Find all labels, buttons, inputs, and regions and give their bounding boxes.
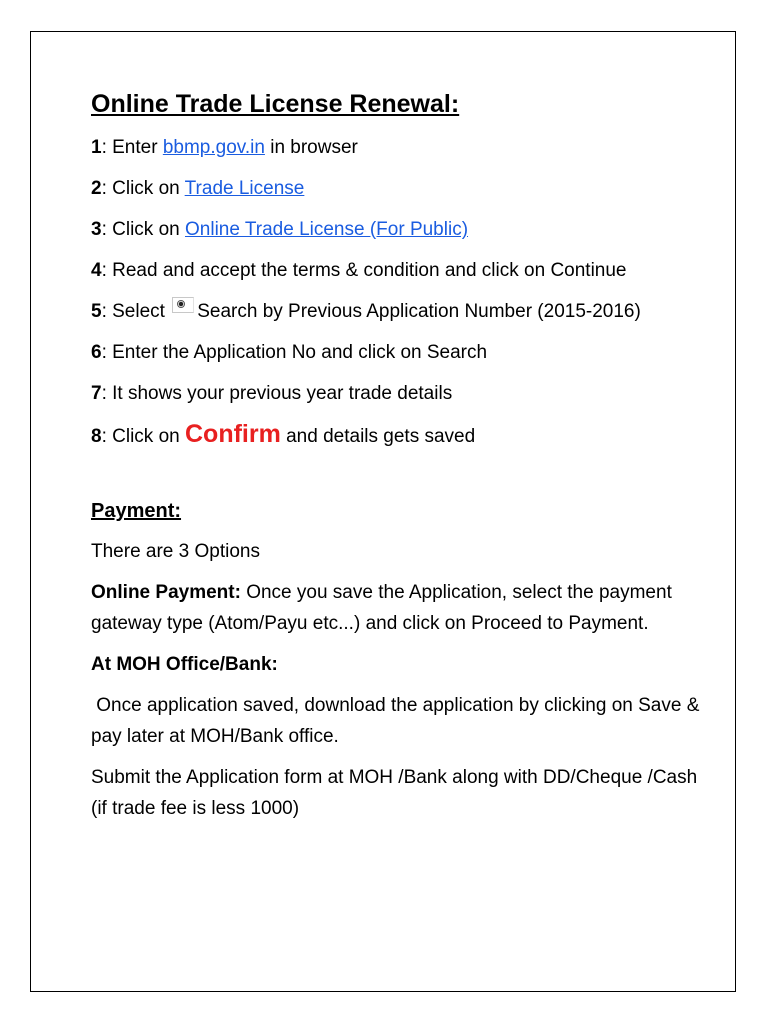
step-text: : Enter bbox=[101, 137, 163, 158]
payment-heading: Payment: bbox=[91, 500, 182, 522]
step-number: 1 bbox=[91, 137, 102, 158]
step-2 bbox=[91, 173, 701, 204]
step-7 bbox=[91, 378, 701, 409]
step-text: : Select bbox=[101, 301, 171, 322]
step-text: Search by Previous Application Number (2015-2016) bbox=[197, 301, 641, 322]
bbmp-link[interactable]: bbmp.gov.in bbox=[162, 137, 265, 158]
step-6 bbox=[91, 337, 701, 368]
step-text: : Read and accept the terms & condition and click on Continue bbox=[101, 260, 627, 281]
step-number: 3 bbox=[91, 219, 102, 240]
step-number: 7 bbox=[91, 383, 102, 404]
step-text: in browser bbox=[264, 137, 358, 158]
confirm-highlight: Confirm bbox=[185, 420, 281, 448]
step-number: 4 bbox=[91, 260, 102, 281]
moh-office-paragraph-2: Submit the Application form at MOH /Bank along with DD/Cheque /Cash (if trade fee is less 1000) bbox=[91, 767, 698, 819]
step-text: : Click on bbox=[101, 426, 185, 447]
online-payment-label: Online Payment: bbox=[91, 582, 241, 603]
step-1 bbox=[91, 132, 701, 163]
step-8 bbox=[91, 419, 701, 452]
page-title: Online Trade License Renewal: bbox=[91, 90, 460, 118]
step-text: : Click on bbox=[101, 178, 185, 199]
online-payment-text: Once you save the Application, select the payment gateway type (Atom/Payu etc...) and click on Proceed to Payment. bbox=[91, 582, 672, 634]
step-text: and details gets saved bbox=[280, 426, 476, 447]
trade-license-link[interactable]: Trade License bbox=[184, 178, 305, 199]
step-number: 6 bbox=[91, 342, 102, 363]
moh-office-heading: At MOH Office/Bank: bbox=[91, 654, 278, 675]
step-5 bbox=[91, 296, 701, 327]
radio-button-icon bbox=[172, 297, 194, 313]
step-number: 8 bbox=[91, 426, 102, 447]
online-payment-paragraph bbox=[91, 577, 701, 639]
step-3 bbox=[91, 214, 701, 245]
step-text: : Click on bbox=[101, 219, 185, 240]
moh-office-paragraph-1: Once application saved, download the application by clicking on Save & pay later at MOH/Bank office. bbox=[91, 695, 705, 747]
step-number: 2 bbox=[91, 178, 102, 199]
online-trade-license-link[interactable]: Online Trade License (For Public) bbox=[185, 219, 469, 240]
step-text: : It shows your previous year trade details bbox=[101, 383, 453, 404]
step-4 bbox=[91, 255, 701, 286]
document-content bbox=[91, 86, 705, 834]
payment-intro: There are 3 Options bbox=[91, 541, 260, 562]
step-number: 5 bbox=[91, 301, 102, 322]
step-text: : Enter the Application No and click on Search bbox=[101, 342, 488, 363]
